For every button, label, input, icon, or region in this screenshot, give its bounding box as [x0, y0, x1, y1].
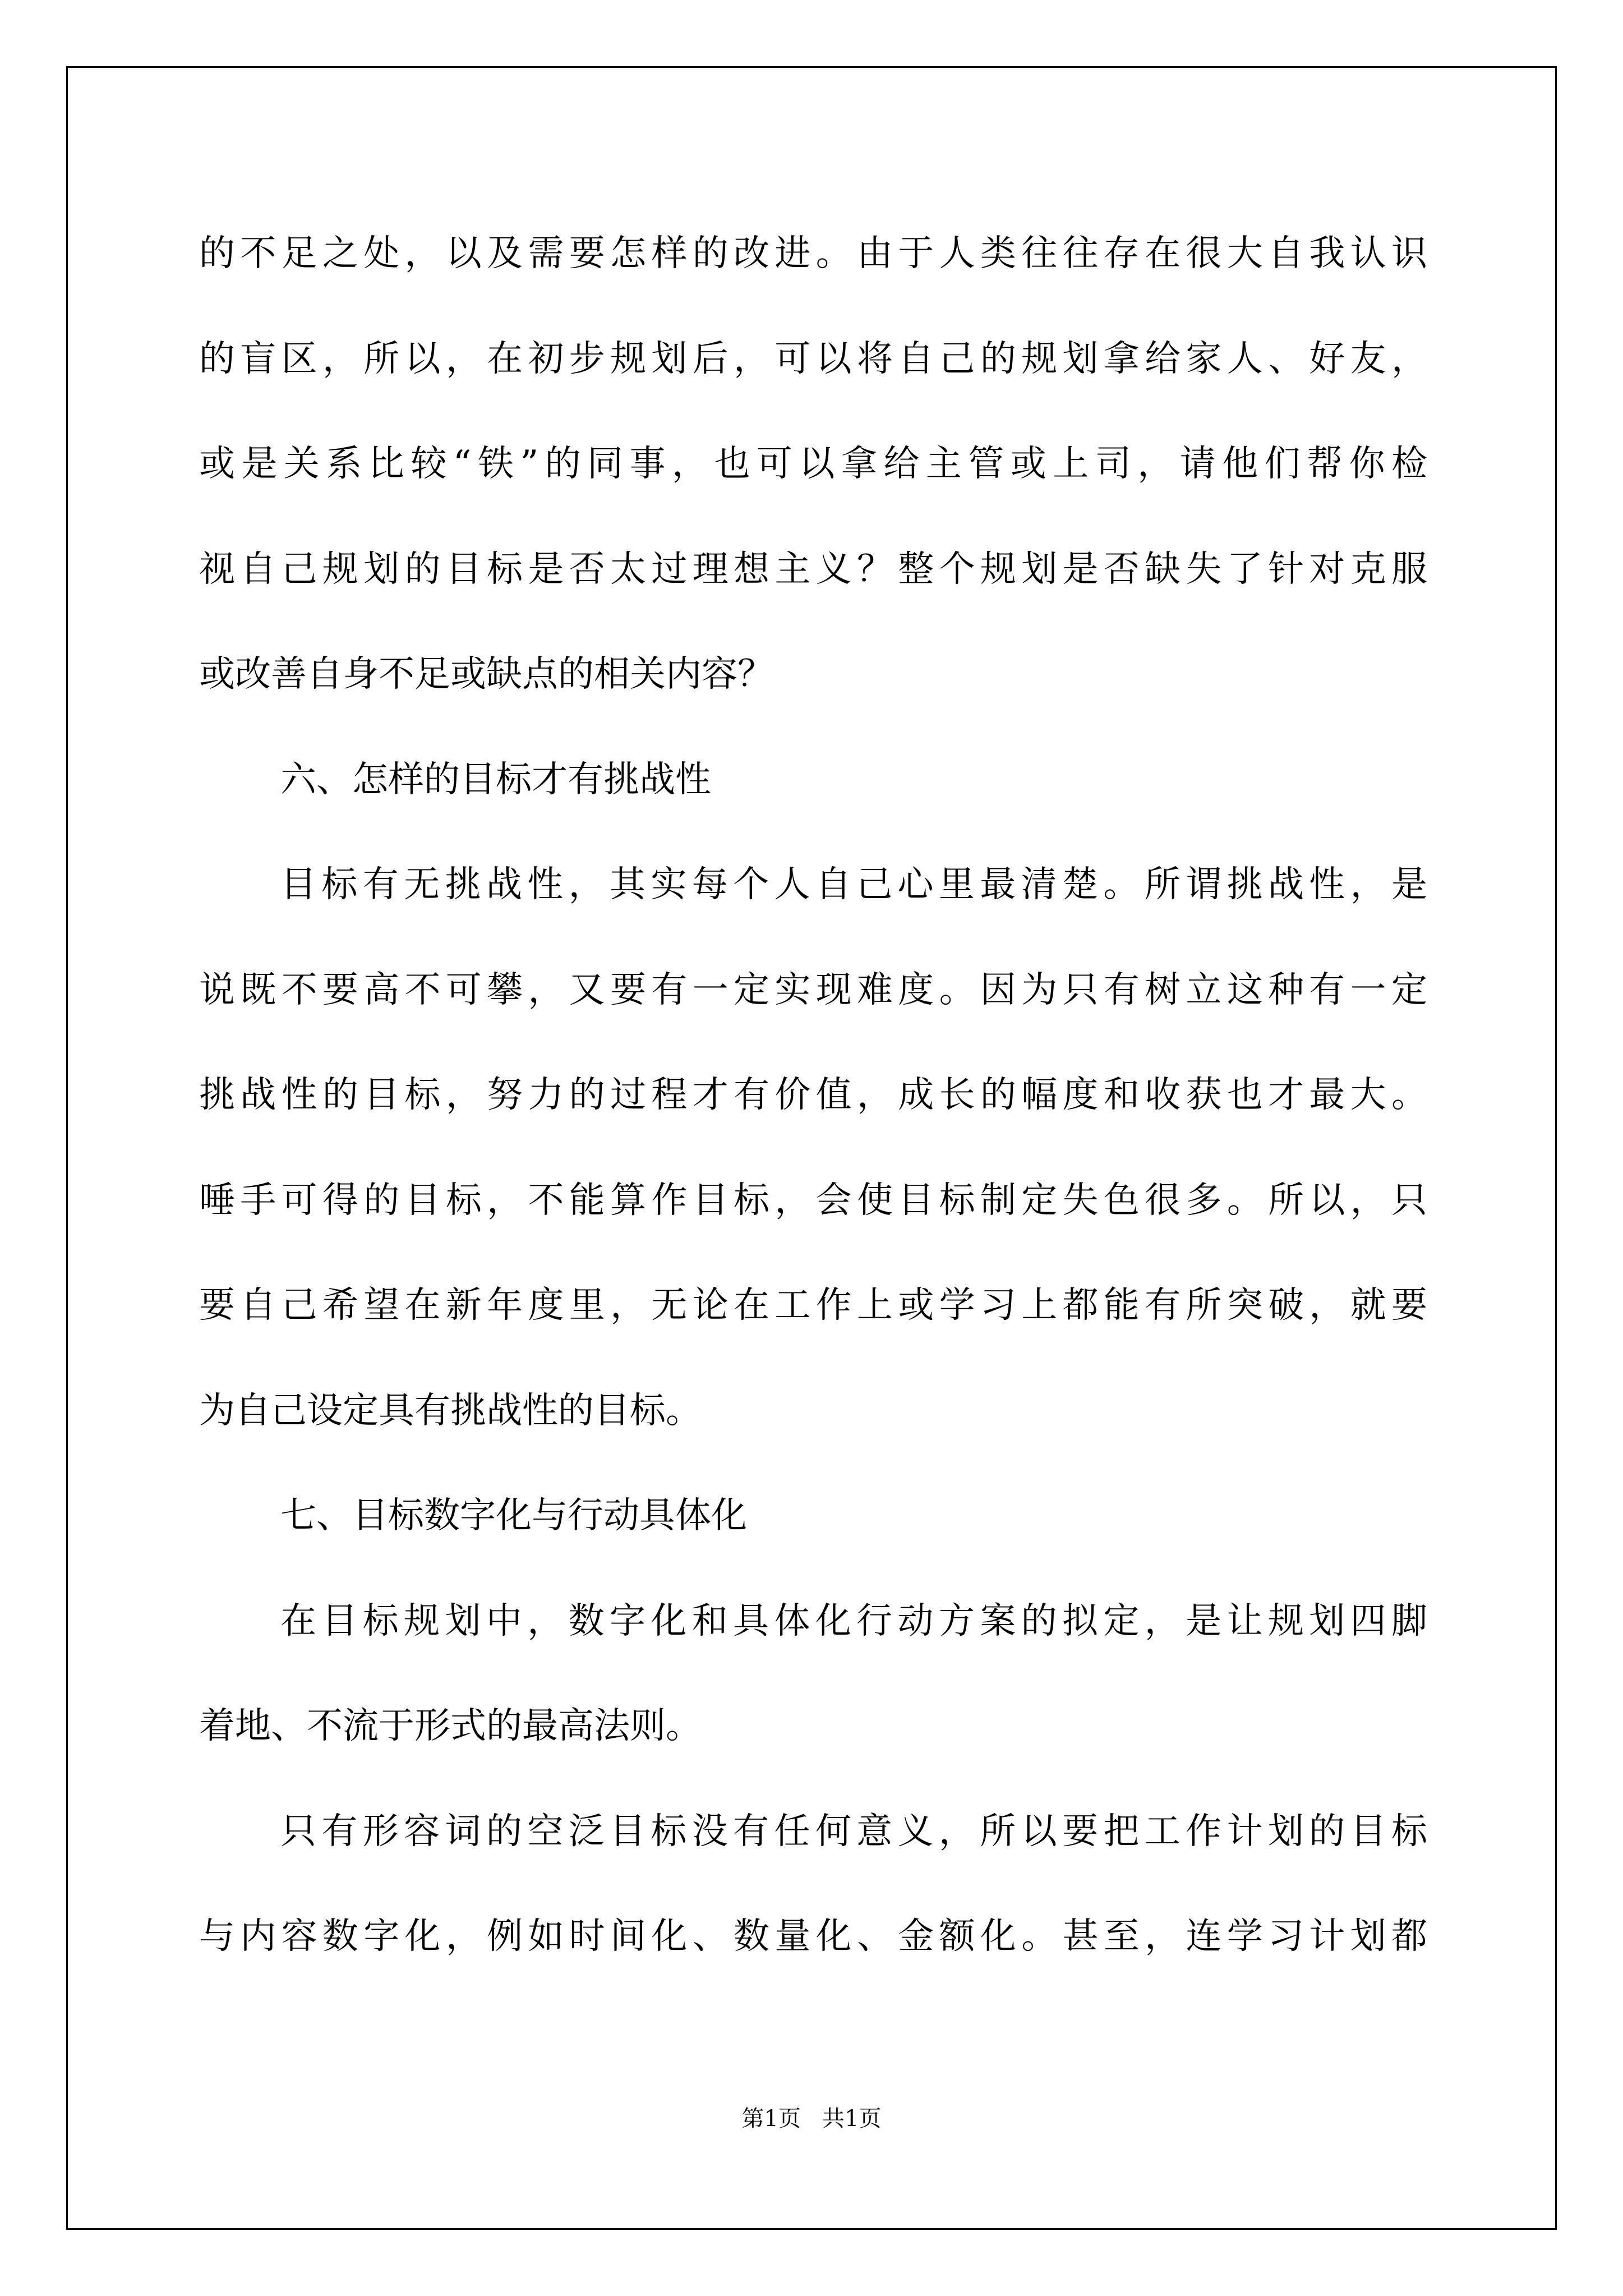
body-text-line: 的盲区，所以，在初步规划后，可以将自己的规划拿给家人、好友，	[199, 338, 1427, 380]
body-text-line: 说既不要高不可攀，又要有一定实现难度。因为只有树立这种有一定	[199, 969, 1427, 1011]
body-text-line: 要自己希望在新年度里，无论在工作上或学习上都能有所突破，就要	[199, 1285, 1427, 1326]
page-footer-number: 第1页 共1页	[741, 2106, 882, 2132]
body-text-line: 在目标规划中，数字化和具体化行动方案的拟定，是让规划四脚	[280, 1600, 1427, 1642]
body-text-line: 唾手可得的目标，不能算作目标，会使目标制定失色很多。所以，只	[199, 1180, 1427, 1221]
section-heading: 七、目标数字化与行动具体化	[280, 1495, 747, 1536]
body-text-line: 或改善自身不足或缺点的相关内容？	[199, 654, 773, 695]
body-text-line: 为自己设定具有挑战性的目标。	[199, 1390, 702, 1432]
section-heading: 六、怎样的目标才有挑战性	[280, 759, 711, 800]
body-text-line: 挑战性的目标，努力的过程才有价值，成长的幅度和收获也才最大。	[199, 1074, 1427, 1116]
body-text-line: 与内容数字化，例如时间化、数量化、金额化。甚至，连学习计划都	[199, 1916, 1427, 1957]
body-text-line: 的不足之处，以及需要怎样的改进。由于人类往往存在很大自我认识	[199, 233, 1427, 274]
body-text-line: 着地、不流于形式的最高法则。	[199, 1705, 702, 1747]
body-text-line: 或是关系比较“铁”的同事，也可以拿给主管或上司，请他们帮你检	[199, 443, 1427, 485]
page-border	[66, 66, 1557, 2230]
body-text-line: 只有形容词的空泛目标没有任何意义，所以要把工作计划的目标	[280, 1811, 1427, 1852]
body-text-line: 目标有无挑战性，其实每个人自己心里最清楚。所谓挑战性，是	[280, 864, 1427, 905]
body-text-line: 视自己规划的目标是否太过理想主义？整个规划是否缺失了针对克服	[199, 549, 1427, 590]
